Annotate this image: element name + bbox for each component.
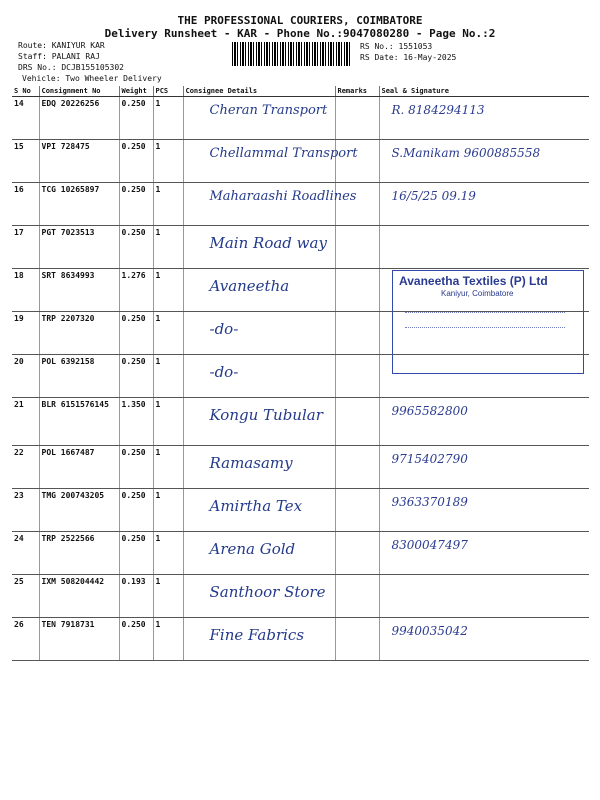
cell-sno: 21 (12, 398, 39, 446)
handwritten-consignee: Maharaashi Roadlines (209, 189, 357, 204)
cell-consignee (183, 355, 335, 398)
handwritten-consignee: Avaneetha (209, 277, 290, 295)
handwritten-consignee: Ramasamy (209, 454, 293, 472)
cell-sno: 20 (12, 355, 39, 398)
col-remarks: Remarks (335, 86, 379, 97)
cell-consignee (183, 575, 335, 618)
cell-remarks (335, 398, 379, 446)
table-row (12, 226, 589, 269)
col-weight: Weight (119, 86, 153, 97)
cell-consignment: SRT 8634993 (39, 269, 119, 312)
cell-pcs: 1 (153, 398, 183, 446)
cell-signature (379, 398, 589, 446)
table-row (12, 183, 589, 226)
cell-consignee (183, 489, 335, 532)
page-subtitle: Delivery Runsheet - KAR - Phone No.:9047080280 - Page No.:2 (104, 27, 496, 40)
cell-pcs: 1 (153, 532, 183, 575)
cell-consignee (183, 140, 358, 183)
handwritten-consignee: Arena Gold (209, 540, 296, 558)
cell-weight: 0.193 (119, 575, 153, 618)
cell-signature (379, 489, 589, 532)
rs-number: RS No.: 1551053 (360, 42, 433, 51)
cell-signature (379, 575, 589, 618)
table-row (12, 398, 589, 446)
handwritten-consignee: Amirtha Tex (209, 497, 303, 515)
table-row (12, 489, 589, 532)
handwritten-consignee: -do- (209, 320, 239, 338)
cell-consignee (183, 183, 357, 226)
cell-sno: 19 (12, 312, 39, 355)
table-header (12, 86, 589, 97)
cell-remarks (335, 489, 379, 532)
cell-pcs: 1 (153, 618, 183, 661)
handwritten-signature: 9715402790 (391, 452, 468, 466)
cell-weight: 0.250 (119, 618, 153, 661)
cell-weight: 1.276 (119, 269, 153, 312)
cell-weight: 0.250 (119, 140, 153, 183)
cell-weight: 0.250 (119, 532, 153, 575)
cell-pcs: 1 (153, 489, 183, 532)
cell-consignee (183, 398, 335, 446)
cell-signature (379, 97, 589, 140)
cell-consignee (183, 97, 335, 140)
cell-weight: 0.250 (119, 226, 153, 269)
table-row (12, 140, 589, 183)
stamp-line (405, 327, 565, 328)
cell-consignee (183, 618, 335, 661)
cell-remarks (335, 446, 379, 489)
cell-consignee (183, 269, 335, 312)
table-row (12, 575, 589, 618)
handwritten-signature: 9940035042 (391, 624, 468, 638)
cell-weight: 0.250 (119, 355, 153, 398)
cell-pcs: 1 (153, 183, 183, 226)
cell-consignee (183, 312, 335, 355)
cell-remarks (335, 355, 379, 398)
cell-pcs: 1 (153, 355, 183, 398)
cell-consignment: TCG 10265897 (39, 183, 119, 226)
col-sno: S No (12, 86, 39, 97)
cell-consignment: TEN 7918731 (39, 618, 119, 661)
cell-remarks (335, 97, 379, 140)
cell-consignment: PGT 7023513 (39, 226, 119, 269)
vehicle-label: Vehicle: Two Wheeler Delivery (22, 74, 162, 83)
stamp-address: Kaniyur, Coimbatore (441, 289, 514, 298)
cell-weight: 1.350 (119, 398, 153, 446)
cell-remarks (335, 618, 379, 661)
cell-sno: 23 (12, 489, 39, 532)
cell-weight: 0.250 (119, 489, 153, 532)
handwritten-signature: S.Manikam 9600885558 (391, 146, 541, 160)
cell-consignment: POL 6392158 (39, 355, 119, 398)
table-row (12, 618, 589, 661)
col-consignee: Consignee Details (183, 86, 335, 97)
drs-label: DRS No.: DCJB155105302 (18, 63, 124, 72)
handwritten-signature: 8300047497 (391, 538, 468, 552)
cell-weight: 0.250 (119, 97, 153, 140)
cell-consignee (183, 226, 335, 269)
cell-pcs: 1 (153, 140, 183, 183)
cell-pcs: 1 (153, 269, 183, 312)
handwritten-signature: 9965582800 (391, 404, 468, 418)
cell-sno: 25 (12, 575, 39, 618)
page-title: THE PROFESSIONAL COURIERS, COIMBATORE (177, 14, 423, 27)
handwritten-signature: 9363370189 (391, 495, 468, 509)
route-label: Route: KANIYUR KAR (18, 41, 105, 50)
cell-remarks (335, 269, 379, 312)
table-row (12, 446, 589, 489)
handwritten-consignee: Fine Fabrics (209, 626, 305, 644)
cell-consignment: IXM 508204442 (39, 575, 119, 618)
cell-remarks (335, 312, 379, 355)
col-consignment: Consignment No (39, 86, 119, 97)
cell-sno: 18 (12, 269, 39, 312)
table-row (12, 97, 589, 140)
cell-signature (379, 446, 589, 489)
handwritten-signature: R. 8184294113 (391, 103, 485, 117)
company-stamp (392, 270, 584, 374)
handwritten-consignee: Chellammal Transport (209, 146, 358, 161)
cell-sno: 14 (12, 97, 39, 140)
cell-remarks (335, 575, 379, 618)
cell-remarks (335, 532, 379, 575)
rs-date: RS Date: 16-May-2025 (360, 53, 457, 62)
cell-sno: 17 (12, 226, 39, 269)
cell-pcs: 1 (153, 446, 183, 489)
cell-consignee (183, 532, 335, 575)
cell-consignment: EDQ 20226256 (39, 97, 119, 140)
cell-sno: 22 (12, 446, 39, 489)
handwritten-consignee: Cheran Transport (209, 103, 328, 118)
cell-sno: 15 (12, 140, 39, 183)
cell-consignment: VPI 728475 (39, 140, 119, 183)
cell-signature (379, 183, 589, 226)
handwritten-consignee: Main Road way (209, 234, 327, 252)
cell-sno: 16 (12, 183, 39, 226)
cell-consignee (183, 446, 335, 489)
cell-signature (379, 618, 589, 661)
cell-signature (379, 140, 589, 183)
cell-consignment: POL 1667487 (39, 446, 119, 489)
cell-consignment: BLR 6151576145 (39, 398, 119, 446)
cell-consignment: TMG 200743205 (39, 489, 119, 532)
cell-remarks (335, 226, 379, 269)
cell-pcs: 1 (153, 226, 183, 269)
handwritten-consignee: Santhoor Store (209, 583, 326, 601)
cell-sno: 24 (12, 532, 39, 575)
cell-signature (379, 532, 589, 575)
cell-pcs: 1 (153, 575, 183, 618)
cell-pcs: 1 (153, 312, 183, 355)
cell-consignment: TRP 2522566 (39, 532, 119, 575)
stamp-name: Avaneetha Textiles (P) Ltd (399, 274, 548, 288)
cell-signature (379, 226, 589, 269)
barcode (232, 42, 352, 66)
cell-weight: 0.250 (119, 312, 153, 355)
cell-weight: 0.250 (119, 446, 153, 489)
staff-label: Staff: PALANI RAJ (18, 52, 100, 61)
table-row (12, 532, 589, 575)
cell-consignment: TRP 2207320 (39, 312, 119, 355)
handwritten-signature: 16/5/25 09.19 (391, 189, 476, 203)
cell-pcs: 1 (153, 97, 183, 140)
cell-weight: 0.250 (119, 183, 153, 226)
col-pcs: PCS (153, 86, 183, 97)
handwritten-consignee: Kongu Tubular (209, 406, 323, 424)
handwritten-consignee: -do- (209, 363, 239, 381)
stamp-line (405, 312, 565, 313)
col-signature: Seal & Signature (379, 86, 589, 97)
cell-sno: 26 (12, 618, 39, 661)
